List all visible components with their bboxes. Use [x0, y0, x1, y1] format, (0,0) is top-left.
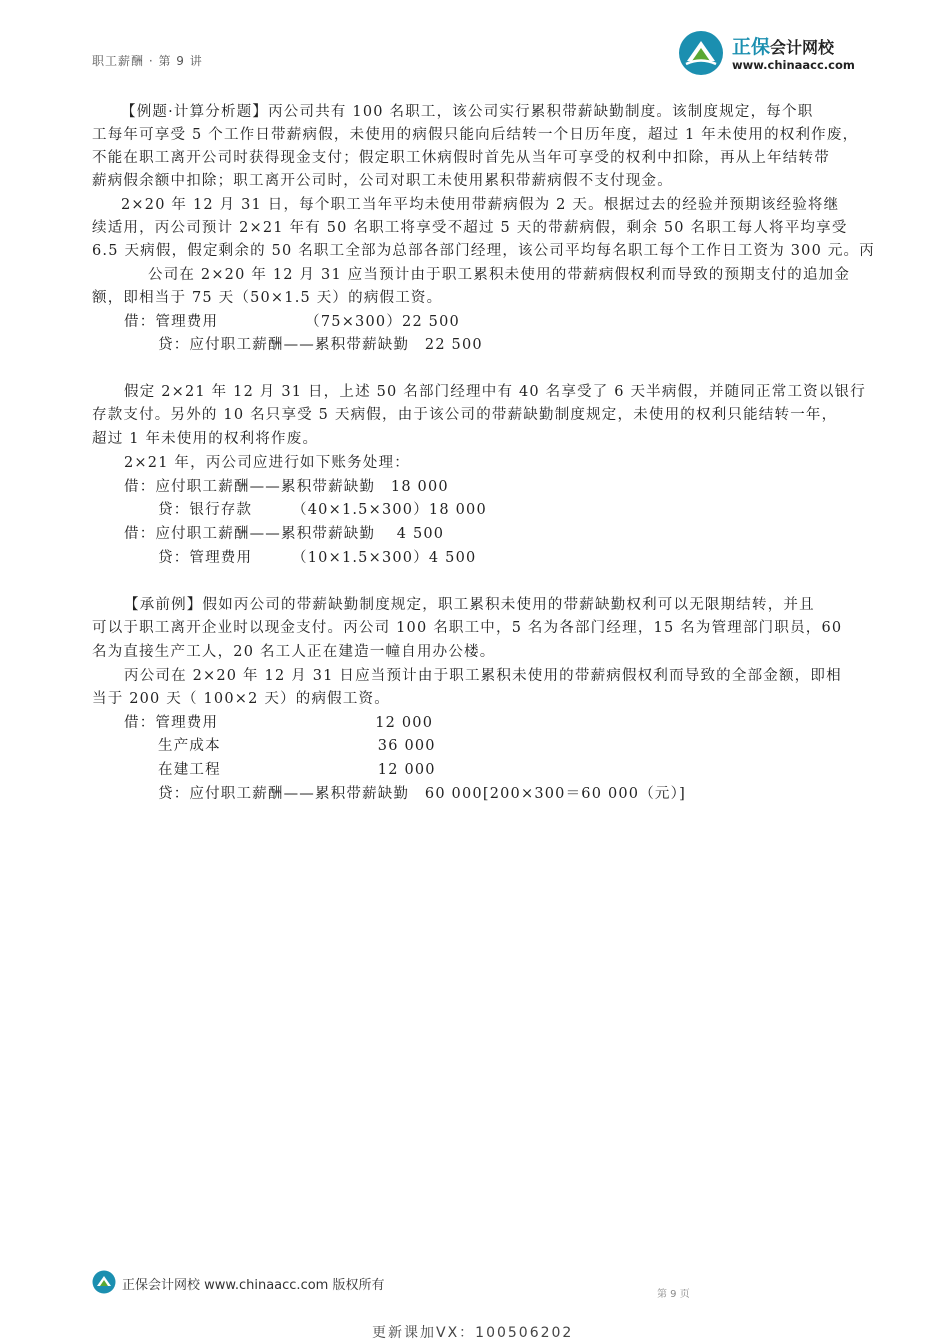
header-snippet: 职工薪酬 · 第 9 讲: [92, 54, 203, 68]
ex1-p2-line1: 2×20 年 12 月 31 日，每个职工当年平均未使用带薪病假为 2 天。根据过去的经验并预期该经验将继: [121, 197, 840, 213]
ex1-entry-credit: 贷：应付职工薪酬——累积带薪缺勤 22 500: [158, 337, 483, 353]
ex1-entry-debit: 借：管理费用 （75×300）22 500: [124, 314, 460, 330]
brand-url: www.chinaacc.com: [732, 58, 855, 72]
ex1-p1-line3: 不能在职工离开公司时获得现金支付；假定职工休病假时首先从当年可享受的权利中扣除，再从上年结转带: [92, 150, 830, 166]
ex1-p2-line5: 额，即相当于 75 天（50×1.5 天）的病假工资。: [92, 290, 443, 306]
ex1-p1-line1: 【例题·计算分析题】丙公司共有 100 名职工，该公司实行累积带薪缺勤制度。该制度规定，每个职: [121, 104, 814, 120]
footer-copyright: 正保会计网校 www.chinaacc.com 版权所有: [122, 1278, 385, 1293]
ex2-entry-line1: 借：管理费用 12 000: [124, 715, 434, 731]
ex1-p3-line1: 假定 2×21 年 12 月 31 日，上述 50 名部门经理中有 40 名享受了 6 天半病假，并随同正常工资以银行: [124, 384, 866, 400]
ex1-p3-line4: 2×21 年，丙公司应进行如下账务处理：: [124, 455, 410, 471]
ex2-entry-line4: 贷：应付职工薪酬——累积带薪缺勤 60 000[200×300＝60 000（元）]: [158, 786, 686, 802]
ex2-p1-line1: 【承前例】假如丙公司的带薪缺勤制度规定，职工累积未使用的带薪缺勤权利可以无限期结转，并且: [124, 597, 815, 613]
ex2-p1-line5: 当于 200 天（ 100×2 天）的病假工资。: [92, 691, 390, 707]
ex1-entry2-line4: 贷：管理费用 （10×1.5×300）4 500: [158, 550, 477, 566]
brand-sub: 会计网校: [770, 38, 835, 57]
ex1-p2-line3: 6.5 天病假，假定剩余的 50 名职工全部为总部各部门经理，该公司平均每名职工每个工作日工资为 300 元。丙: [92, 243, 875, 259]
brand-main: 正保: [732, 36, 771, 58]
ex1-p1-line4: 薪病假余额中扣除；职工离开公司时，公司对职工未使用累积带薪病假不支付现金。: [92, 173, 673, 189]
ex1-p3-line2: 存款支付。另外的 10 名只享受 5 天病假，由于该公司的带薪缺勤制度规定，未使用的权利只能结转一年，: [92, 407, 838, 423]
ex1-entry2-line1: 借：应付职工薪酬——累积带薪缺勤 18 000: [124, 479, 449, 495]
page-number: 第 9 页: [657, 1289, 690, 1300]
ex2-entry-line2: 生产成本 36 000: [158, 738, 436, 754]
ex2-entry-line3: 在建工程 12 000: [158, 762, 436, 778]
bottom-note: 更新课加VX：100506202: [372, 1325, 574, 1341]
ex1-p2-line2: 续适用，丙公司预计 2×21 年有 50 名职工将享受不超过 5 天的带薪病假，剩余 50 名职工每人将平均享受: [92, 220, 848, 236]
ex1-p1-line2: 工每年可享受 5 个工作日带薪病假，未使用的病假只能向后结转一个日历年度，超过 1 年未使用的权利作废，: [92, 127, 859, 143]
ex1-p3-line3: 超过 1 年未使用的权利将作废。: [92, 431, 319, 447]
ex2-p1-line3: 名为直接生产工人，20 名工人正在建造一幢自用办公楼。: [92, 644, 496, 660]
ex1-p2-line4: 公司在 2×20 年 12 月 31 应当预计由于职工累积未使用的带薪病假权利而导致的预期支付的追加金: [148, 267, 851, 283]
ex2-p1-line2: 可以于职工离开企业时以现金支付。丙公司 100 名职工中，5 名为各部门经理，15 名为管理部门职员，60: [92, 620, 843, 636]
ex2-p1-line4: 丙公司在 2×20 年 12 月 31 日应当预计由于职工累积未使用的带薪病假权利而导致的全部金额，即相: [124, 668, 842, 684]
brand-logo: [678, 30, 878, 76]
brand-name: [732, 32, 834, 59]
ex1-entry2-line3: 借：应付职工薪酬——累积带薪缺勤 4 500: [124, 526, 445, 542]
ex1-entry2-line2: 贷：银行存款 （40×1.5×300）18 000: [158, 502, 487, 518]
footer-logo-icon: [92, 1270, 116, 1294]
brand-logo-icon: [678, 30, 724, 76]
